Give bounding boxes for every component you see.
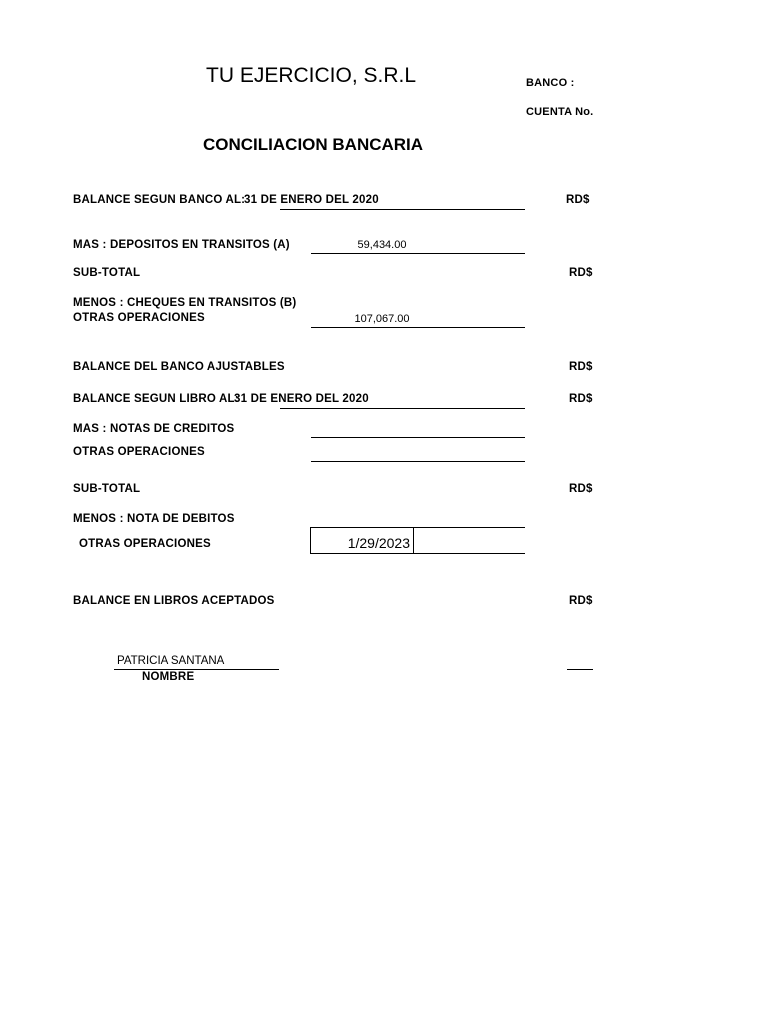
signature-name: PATRICIA SANTANA xyxy=(117,655,225,667)
balance-ajustables-currency: RD$ xyxy=(569,361,593,373)
balance-libro-date: 31 DE ENERO DEL 2020 xyxy=(234,393,369,405)
balance-libro-label: BALANCE SEGUN LIBRO AL: xyxy=(73,393,239,405)
signature-line xyxy=(114,669,279,670)
otras-operaciones-2-line xyxy=(311,461,525,462)
depositos-line xyxy=(311,253,525,254)
subtotal-2-currency: RD$ xyxy=(569,483,593,495)
balance-ajustables-label: BALANCE DEL BANCO AJUSTABLES xyxy=(73,361,285,373)
balance-libro-line xyxy=(280,408,525,409)
balance-libros-aceptados-label: BALANCE EN LIBROS ACEPTADOS xyxy=(73,595,275,607)
nota-debitos-label: MENOS : NOTA DE DEBITOS xyxy=(73,513,235,525)
cheques-label: MENOS : CHEQUES EN TRANSITOS (B) xyxy=(73,297,297,309)
otras-operaciones-1-label: OTRAS OPERACIONES xyxy=(73,312,205,324)
subtotal-1-label: SUB-TOTAL xyxy=(73,267,141,279)
notas-creditos-line xyxy=(311,437,525,438)
otras-operaciones-3-label: OTRAS OPERACIONES xyxy=(79,538,211,550)
balance-banco-date: 31 DE ENERO DEL 2020 xyxy=(244,194,379,206)
right-signature-line xyxy=(567,669,593,670)
otras-operaciones-2-label: OTRAS OPERACIONES xyxy=(73,446,205,458)
balance-banco-currency: RD$ xyxy=(566,194,590,206)
balance-banco-label: BALANCE SEGUN BANCO AL: xyxy=(73,194,246,206)
otras-operaciones-1-line xyxy=(311,327,525,328)
depositos-label: MAS : DEPOSITOS EN TRANSITOS (A) xyxy=(73,239,290,251)
nota-debitos-line xyxy=(413,527,525,528)
notas-creditos-label: MAS : NOTAS DE CREDITOS xyxy=(73,423,235,435)
banco-label: BANCO : xyxy=(526,77,575,89)
cuenta-label: CUENTA No. xyxy=(526,106,594,118)
balance-banco-line xyxy=(280,209,525,210)
signature-caption: NOMBRE xyxy=(142,671,195,683)
otras-operaciones-3-line xyxy=(413,553,525,554)
company-name: TU EJERCICIO, S.R.L xyxy=(206,64,417,87)
balance-libro-currency: RD$ xyxy=(569,393,593,405)
balance-libros-aceptados-currency: RD$ xyxy=(569,595,593,607)
subtotal-1-currency: RD$ xyxy=(569,267,593,279)
depositos-value: 59,434.00 xyxy=(357,239,407,251)
subtotal-2-label: SUB-TOTAL xyxy=(73,483,141,495)
page-title: CONCILIACION BANCARIA xyxy=(203,135,424,154)
otras-operaciones-1-value: 107,067.00 xyxy=(354,313,410,325)
date-cell-value: 1/29/2023 xyxy=(347,535,410,551)
